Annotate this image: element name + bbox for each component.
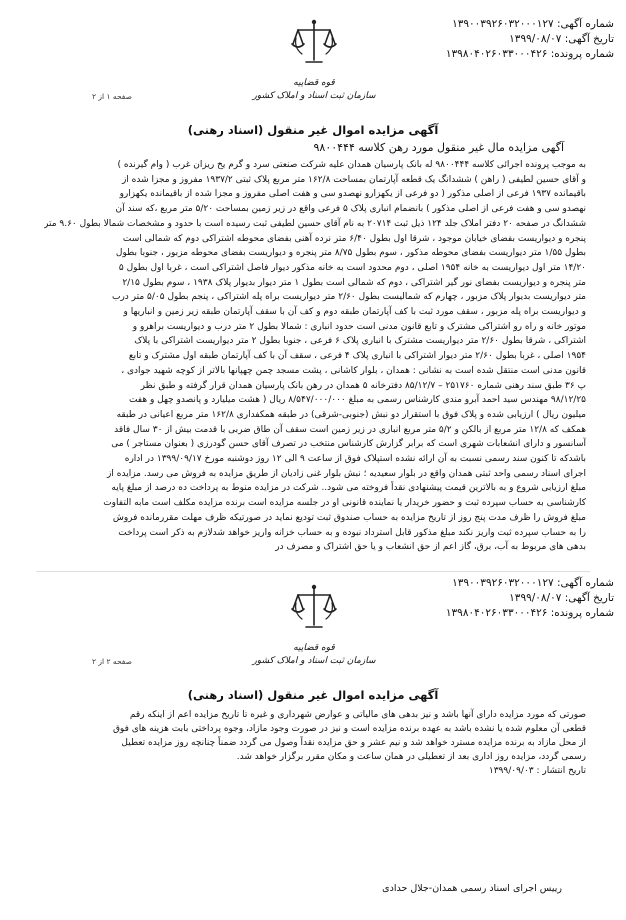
- body-line: همکف که ۱۲/۸ متر مربع از بالکن و ۵/۲ متر مربع انباری در زیر زمین است سقف آن طاق ضربی با قدمت بیش از ۳۰ سال فاقد: [114, 424, 586, 435]
- body-line: آسانسور و دارای انشعابات شهری است که برابر گزارش کارشناس منتخب در تصرف آقای حسن گودرزی ( بعنوان مستاجر ) می: [111, 439, 586, 450]
- body-line: ۱۹۵۴ اصلی ، غربا بطول ۲/۶۰ متر دیوار اشتراکی با انباری پلاک ۴ فرعی ، سقف آن با کف آپارتمان طبقه اول مشترک و تابع: [128, 351, 586, 362]
- scales-of-justice-emblem-icon: [284, 14, 344, 74]
- case-number: شماره پرونده: ۱۳۹۸۰۴۰۲۶۰۳۳۰۰۰۴۲۶: [445, 48, 614, 60]
- ad-number: شماره آگهی: ۱۳۹۰۰۳۹۲۶۰۳۲۰۰۰۱۲۷: [452, 577, 614, 589]
- notice-sheet-2: [0, 575, 626, 920]
- body-line: ۹۸/۱۲/۲۵ مهندس سید احمد آبرو مندی کارشناس رسمی به مبلغ ۸/۵۴۷/۰۰۰/۰۰۰ ریال ( هشت میلیارد و پانصدو چهل و هفت: [128, 395, 586, 406]
- notice-1-title: آگهی مزایده اموال غیر منقول (اسناد رهنی): [187, 123, 439, 137]
- notice-2-header-meta: [446, 576, 614, 621]
- body-line: موتور خانه و راه رو اشتراکی مشترک و تابع قانون مدنی است حدود انباری : شمالا بطول ۲ متر درب و دیواریست براهرو و: [132, 321, 586, 332]
- page-number: صفحه ۱ از ۲: [92, 92, 132, 101]
- notice-2-body: [44, 708, 586, 778]
- notice-1-subtitle: آگهی مزایده مال غیر منقول مورد رهن کلاسه ۹۸۰۰۴۴۴: [313, 141, 564, 154]
- body-line: ششدانگ در صفحه ۲۰ دفتر املاک جلد ۱۲۴ ذیل ثبت ۲۰۷۱۴ به نام آقای حسین لطیفی ثبت رسیده است با حدود و مشخصات شمالا بطول ۹.۶۰ متر: [44, 218, 586, 229]
- body-line: قطعی آن معلوم شده یا نشده باشد به عهده برنده مزایده است و نیز در صورت وجود مازاد، وجوه پرداختی بابت هزینه های فوق: [112, 724, 586, 734]
- body-line: بطول ۱/۵۵ متر دیواریست بفضای محوطه مذکور ، سوم بطول ۸/۷۵ متر پنجره و دیواریست بفضای محوطه مزبور ، جنوبا بطول: [115, 248, 586, 259]
- body-line: مبلغ فروش را ظرف مدت پنج روز از تاریخ مزایده به حساب صندوق ثبت تودیع نماید در صورتیکه ظرف مهلت مقررمانده فروش: [112, 512, 586, 523]
- body-line: به موجب پرونده اجرائی کلاسه ۹۸۰۰۴۴۴ له بانک پارسیان همدان علیه شرکت صنعتی سرد و گرم یخ ریزان غرب ( وام گیرنده ): [117, 160, 586, 170]
- body-line: ۱۴/۲۰ متر اول دیواریست به خانه ۱۹۵۴ اصلی ، دوم محدود است به خانه مذکور دیوار فاصل اشتراکی است ، غربا اول بطول ۵: [118, 262, 586, 273]
- body-line: را به حساب سپرده ثبت واریز نکند مبلغ مذکور قابل استرداد نبوده و به حساب خزانه واریز خواهد شدلازم به ذکر است پرداخت: [118, 527, 586, 538]
- body-line: صورتی که مورد مزایده دارای آنها باشد و نیز بدهی های مالیاتی و عوارض شهرداری و غیره تا تاریخ مزایده اعم از اینکه رقم: [129, 710, 586, 720]
- body-line: پ ۳۶ طبق سند رهنی شماره ۲۵۱۷۶۰ – ۸۵/۱۲/۷ دفترخانه ۵ همدان در رهن بانک پارسیان همدان قرار گرفته و طبق نظر: [140, 380, 586, 391]
- body-line: کارشناسی به حساب سپرده ثبت و حضور خریدار یا نماینده قانونی او در جلسه مزایده است برنده مزایده مکلف است مابه التفاوت: [103, 498, 586, 509]
- body-line: تاریخ انتشار : ۱۳۹۹/۰۹/۰۳: [488, 766, 586, 776]
- body-line: متر پنجره و دیواریست بفضای نور گیر اشتراکی ، دوم که شمالی است بطول ۱ متر دیوار بدیوار پلاک ۱۹۳۸ ، سوم بطول ۲/۱۵: [122, 277, 586, 288]
- body-line: باقیمانده ۱۹۳۷ فرعی از اصلی مذکور ( دو فرعی از یکهزارو نهصدو سی و هفت اصلی مفروز و مجزا شده از باقیمانده یکهزارو: [119, 189, 586, 200]
- notice-1-header-meta: [446, 17, 614, 62]
- ad-date: تاریخ آگهی: ۱۳۹۹/۰۸/۰۷: [509, 592, 614, 604]
- body-line: بدهی های مربوط به آب، برق، گاز اعم از حق انشعاب و یا حق اشتراک و مصرف در: [275, 542, 586, 553]
- notice-2-title: آگهی مزایده اموال غیر منقول (اسناد رهنی): [187, 688, 439, 702]
- signature-line: رییس اجرای اسناد رسمی همدان-جلال حدادی: [382, 883, 562, 894]
- body-line: و دیواریست براه پله مزبور ، سقف مورد ثبت با کف آپارتمان طبقه دوم و کف آن با سقف آپارتمان طبقه زیر زمین و انباریها و: [123, 307, 586, 318]
- org-name-registry: سازمان ثبت اسناد و املاک کشور: [252, 656, 376, 666]
- body-line: اشتراکی ، شرقا بطول ۲/۶۰ متر دیواریست مشترک با انباری پلاک ۶ فرعی ، جنوبا بطول ۲ متر دیواریست اشتراکی با پلاک: [134, 336, 586, 347]
- body-line: مبلغ ارزیابی شروع و به بالاترین قیمت پیشنهادی نقداً فروخته می شود.. شرکت در مزایده منوط به پرداخت ده درصد از مبلغ پایه: [111, 483, 586, 494]
- body-line: و آقای حسین لطیفی ( راهن ) ششدانگ یک قطعه آپارتمان بمساحت ۱۶۲/۸ متر مربع پلاک ثبتی ۱۹۳۷/۲ مفروز و مجزا شده از: [121, 174, 586, 185]
- scales-of-justice-emblem-icon: [284, 579, 344, 639]
- case-number: شماره پرونده: ۱۳۹۸۰۴۰۲۶۰۳۳۰۰۰۴۲۶: [445, 607, 614, 619]
- org-name-judiciary: قوه قضاییه: [293, 78, 335, 88]
- body-line: پنجره و دیواریست بفضای خیابان موجود ، شرقا اول بطول ۶/۴۰ متر نرده آهنی بفضای محوطه اشتراکی دوم که شمالی است: [122, 233, 586, 244]
- body-line: میلیون ریال ) ارزیابی شده و پلاک فوق با استقرار دو نبش (جنوبی-شرقی) در طبقه همکفداری ۱۶۲/۸ متر مربع اعیانی در طبقه: [116, 409, 586, 420]
- ad-number: شماره آگهی: ۱۳۹۰۰۳۹۲۶۰۳۲۰۰۰۱۲۷: [452, 18, 614, 30]
- body-line: قانون مدنی است منتقل شده است به نشانی : همدان ، بلوار کاشانی ، پشت مسجد چمن چهپانها بالاتر از کوچه شهید جوادی ،: [121, 365, 586, 376]
- body-line: باشدکه تا کنون سند رسمی نسبت به آن ارائه نشده استپلاک فوق از ساعت ۹ الی ۱۲ روز دوشنبه مورخ ۱۳۹۹/۰۹/۱۷ در اداره: [124, 454, 586, 465]
- body-line: نهصدو سی و هفت فرعی از اصلی مذکور ) بانضمام انباری پلاک ۵ فرعی واقع در زیر زمین بمساحت ۵/۲۰ متر مربع ،که سند آن: [115, 204, 586, 215]
- org-name-judiciary: قوه قضاییه: [293, 643, 335, 653]
- page-number: صفحه ۲ از ۲: [92, 657, 132, 666]
- sheet-divider: [36, 571, 590, 572]
- body-line: متر دیواریست بدیوار پلاک مزبور ، چهارم که شمالیست بطول ۲/۶۰ متر دیواریست براه پله اشتراکی ، پنجم بطول ۵/۰۵ متر درب: [111, 292, 586, 303]
- ad-date: تاریخ آگهی: ۱۳۹۹/۰۸/۰۷: [509, 33, 614, 45]
- body-line: از محل مازاد به برنده مزایده مسترد خواهد شد و نیم عشر و حق مزایده نقداً وصول می گردد ضمناً چنانچه روز مزایده تعطیل: [121, 738, 586, 748]
- notice-1-body: [44, 158, 586, 555]
- body-line: رسمی گردد، مزایده روز اداری بعد از تعطیلی در همان ساعت و مکان مقرر برگزار خواهد شد.: [236, 752, 586, 762]
- org-name-registry: سازمان ثبت اسناد و املاک کشور: [252, 91, 376, 101]
- body-line: اجرای اسناد رسمی واحد ثبتی همدان واقع در بلوار سعیدیه ؛ نبش بلوار غنی زادیان از طریق مزایده به فروش می رسد. مزایده از: [107, 468, 586, 479]
